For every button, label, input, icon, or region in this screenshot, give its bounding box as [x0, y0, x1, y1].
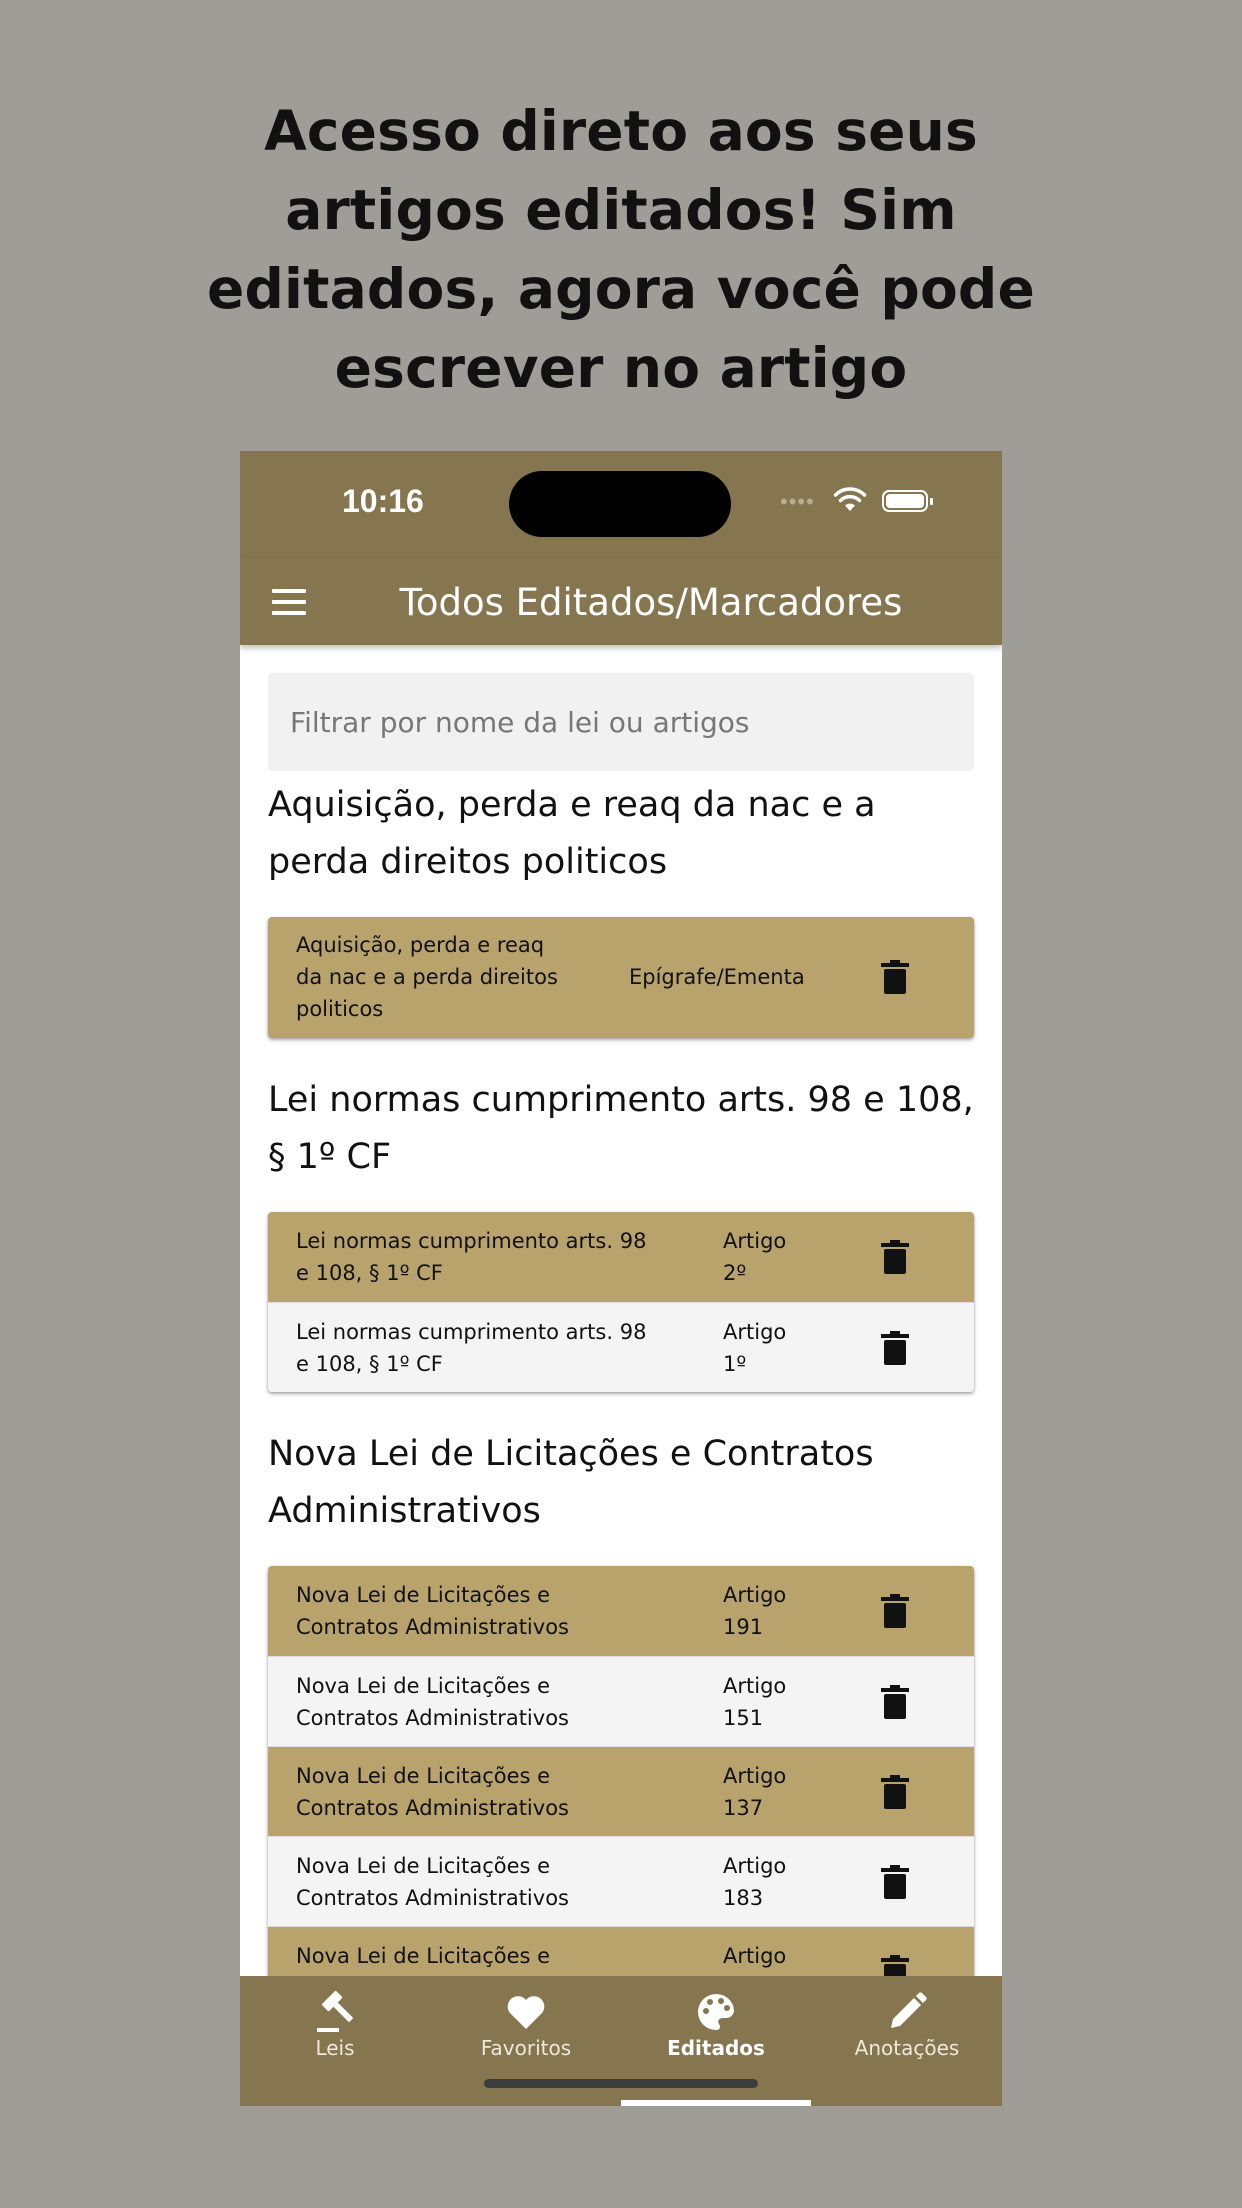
active-tab-indicator: [621, 2100, 811, 2106]
status-time: 10:16: [342, 483, 424, 519]
article-label: Epígrafe/Ementa: [629, 965, 805, 989]
article-label: Artigo 137: [723, 1764, 787, 1820]
status-bar: [240, 451, 1002, 559]
section-card: [268, 917, 974, 1038]
battery-icon: [882, 490, 928, 512]
trash-icon[interactable]: [881, 1240, 909, 1274]
cellular-signal-icon: ••••: [780, 489, 815, 514]
edited-list: [268, 673, 974, 2050]
article-label: Artigo 2º: [723, 1229, 787, 1285]
promo-line: escrever no artigo: [334, 336, 908, 400]
gavel-icon: [313, 1990, 357, 2034]
law-name: Lei normas cumprimento arts. 98 e 108, § 1º CF: [296, 1320, 647, 1376]
section-title: Aquisição, perda e reaq da nac e a perda direitos politicos: [268, 785, 876, 882]
law-name: Aquisição, perda e reaq da nac e a perda direitos politicos: [296, 933, 558, 1021]
list-item[interactable]: [268, 1746, 974, 1836]
nav-label: Anotações: [854, 2036, 960, 2060]
law-name: Nova Lei de Licitações e Contratos Administrativos: [296, 1674, 569, 1730]
trash-icon[interactable]: [881, 1865, 909, 1899]
list-item[interactable]: [268, 1566, 974, 1656]
law-name: Nova Lei de Licitações e Contratos Administrativos: [296, 1764, 569, 1820]
promo-line: Acesso direto aos seus: [264, 99, 978, 163]
law-name: Nova Lei de Licitações e Contratos Administrativos: [296, 1854, 569, 1910]
bottom-navigation: [240, 1976, 1002, 2106]
nav-label: Leis: [315, 2036, 355, 2060]
article-label: Artigo 151: [723, 1674, 787, 1730]
dynamic-island: [509, 471, 731, 537]
nav-label: Editados: [667, 2036, 765, 2060]
nav-item-leis[interactable]: [240, 1976, 430, 2106]
section-title: Nova Lei de Licitações e Contratos Administrativos: [268, 1434, 874, 1531]
law-name: Nova Lei de Licitações e Contratos Administrativos: [296, 1583, 569, 1639]
trash-icon[interactable]: [881, 1685, 909, 1719]
list-item[interactable]: [268, 1656, 974, 1746]
page-title: Todos Editados/Marcadores: [399, 581, 903, 624]
trash-icon[interactable]: [881, 1594, 909, 1628]
nav-item-anotacoes[interactable]: [812, 1976, 1002, 2106]
list-item[interactable]: [268, 917, 974, 1038]
article-label: Artigo: [723, 1944, 787, 1968]
law-name: Nova Lei de Licitações e: [296, 1944, 551, 1968]
list-item[interactable]: [268, 1302, 974, 1392]
list-item[interactable]: [268, 1836, 974, 1926]
article-label: Artigo 191: [723, 1583, 787, 1639]
search-placeholder: Filtrar por nome da lei ou artigos: [290, 705, 750, 739]
nav-label: Favoritos: [480, 2036, 572, 2060]
article-label: Artigo 1º: [723, 1320, 787, 1376]
law-name: Lei normas cumprimento arts. 98 e 108, § 1º CF: [296, 1229, 647, 1285]
section-title: Lei normas cumprimento arts. 98 e 108, § 1º CF: [268, 1080, 974, 1177]
list-item[interactable]: [268, 1212, 974, 1302]
pencil-icon: [885, 1990, 929, 2034]
section-card: [268, 1566, 974, 2016]
palette-icon: [694, 1990, 738, 2034]
home-indicator[interactable]: [484, 2079, 758, 2088]
promo-line: artigos editados! Sim: [285, 178, 957, 242]
phone-screen: [240, 451, 1002, 2106]
trash-icon[interactable]: [881, 960, 909, 994]
wifi-icon: [832, 485, 868, 513]
app-bar: [240, 559, 1002, 645]
search-input[interactable]: [268, 673, 974, 771]
heart-icon: [504, 1990, 548, 2034]
article-label: Artigo 183: [723, 1854, 787, 1910]
promo-headline: [0, 92, 1242, 408]
section-card: [268, 1212, 974, 1392]
trash-icon[interactable]: [881, 1331, 909, 1365]
trash-icon[interactable]: [881, 1775, 909, 1809]
promo-line: editados, agora você pode: [206, 257, 1036, 321]
